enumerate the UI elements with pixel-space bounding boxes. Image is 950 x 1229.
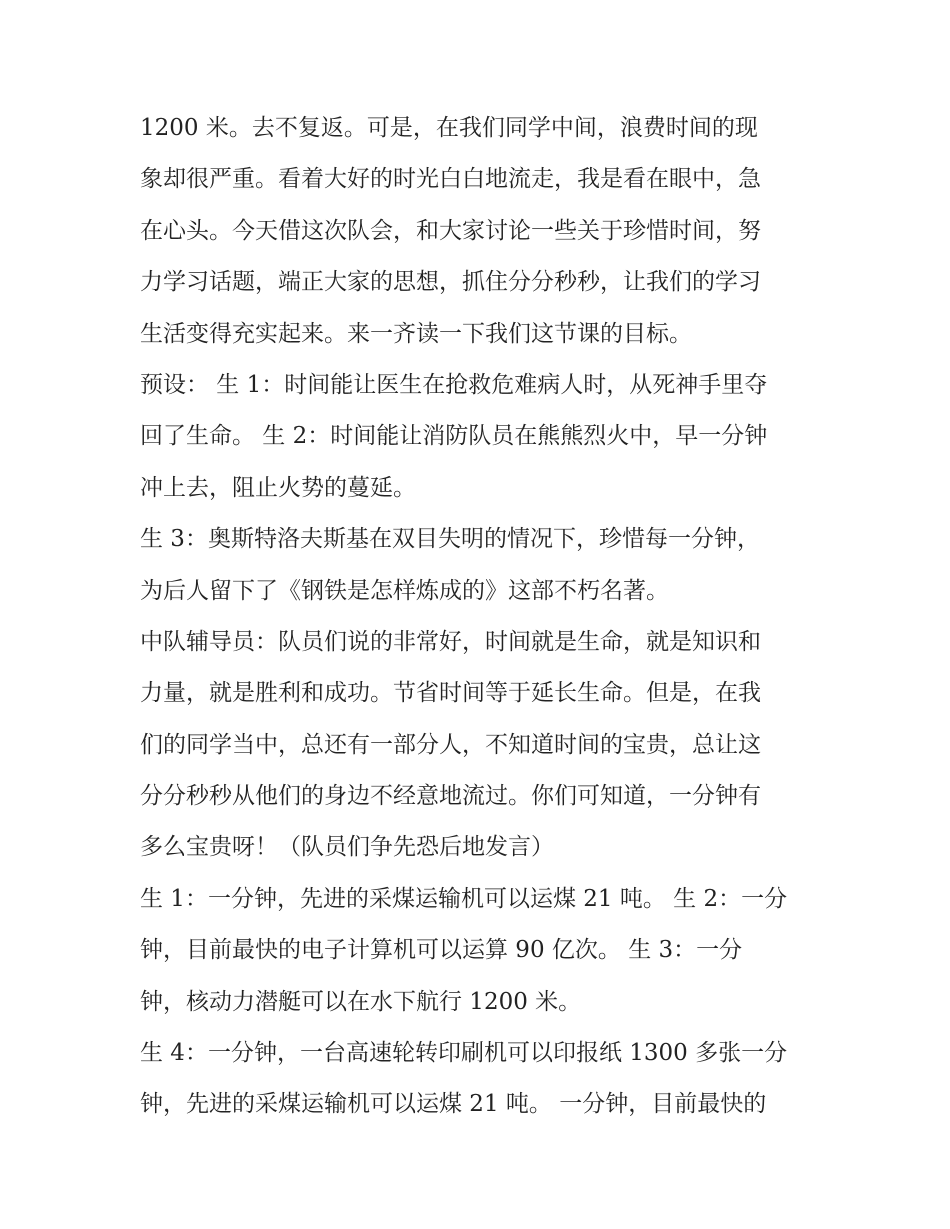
text-line: 力学习话题，端正大家的思想，抓住分分秒秒，让我们的学习 bbox=[140, 269, 761, 296]
text-line: 生活变得充实起来。来一齐读一下我们这节课的目标。 bbox=[140, 320, 692, 347]
document-body bbox=[140, 103, 815, 1131]
text-line: 多么宝贵呀！（队员们争先恐后地发言） bbox=[140, 834, 554, 861]
text-line: 力量，就是胜利和成功。节省时间等于延长生命。但是，在我 bbox=[140, 680, 761, 707]
text-line: 象却很严重。看着大好的时光白白地流走，我是看在眼中，急 bbox=[140, 166, 761, 193]
text-line: 生 3：奥斯特洛夫斯基在双目失明的情况下，珍惜每一分钟， bbox=[140, 526, 760, 553]
text-line: 中队辅导员：队员们说的非常好，时间就是生命，就是知识和 bbox=[140, 628, 761, 655]
text-line: 为后人留下了《钢铁是怎样炼成的》这部不朽名著。 bbox=[140, 577, 669, 604]
text-line: 们的同学当中，总还有一部分人，不知道时间的宝贵，总让这 bbox=[140, 731, 761, 758]
text-line: 钟，先进的采煤运输机可以运煤 21 吨。 一分钟，目前最快的 bbox=[140, 1091, 767, 1118]
text-line: 生 4：一分钟，一台高速轮转印刷机可以印报纸 1300 多张一分 bbox=[140, 1040, 788, 1067]
text-line: 分分秒秒从他们的身边不经意地流过。你们可知道，一分钟有 bbox=[140, 783, 761, 810]
text-line: 钟，目前最快的电子计算机可以运算 90 亿次。 生 3：一分 bbox=[140, 937, 743, 964]
text-line: 钟，核动力潜艇可以在水下航行 1200 米。 bbox=[140, 988, 582, 1015]
text-line: 在心头。今天借这次队会，和大家讨论一些关于珍惜时间，努 bbox=[140, 217, 761, 244]
text-line: 冲上去，阻止火势的蔓延。 bbox=[140, 474, 416, 501]
text-line: 回了生命。 生 2：时间能让消防队员在熊熊烈火中，早一分钟 bbox=[140, 423, 768, 450]
text-line: 预设： 生 1：时间能让医生在抢救危难病人时，从死神手里夺 bbox=[140, 371, 768, 398]
text-line: 1200 米。去不复返。可是，在我们同学中间，浪费时间的现 bbox=[140, 115, 758, 141]
text-line: 生 1：一分钟，先进的采煤运输机可以运煤 21 吨。 生 2：一分 bbox=[140, 885, 788, 912]
